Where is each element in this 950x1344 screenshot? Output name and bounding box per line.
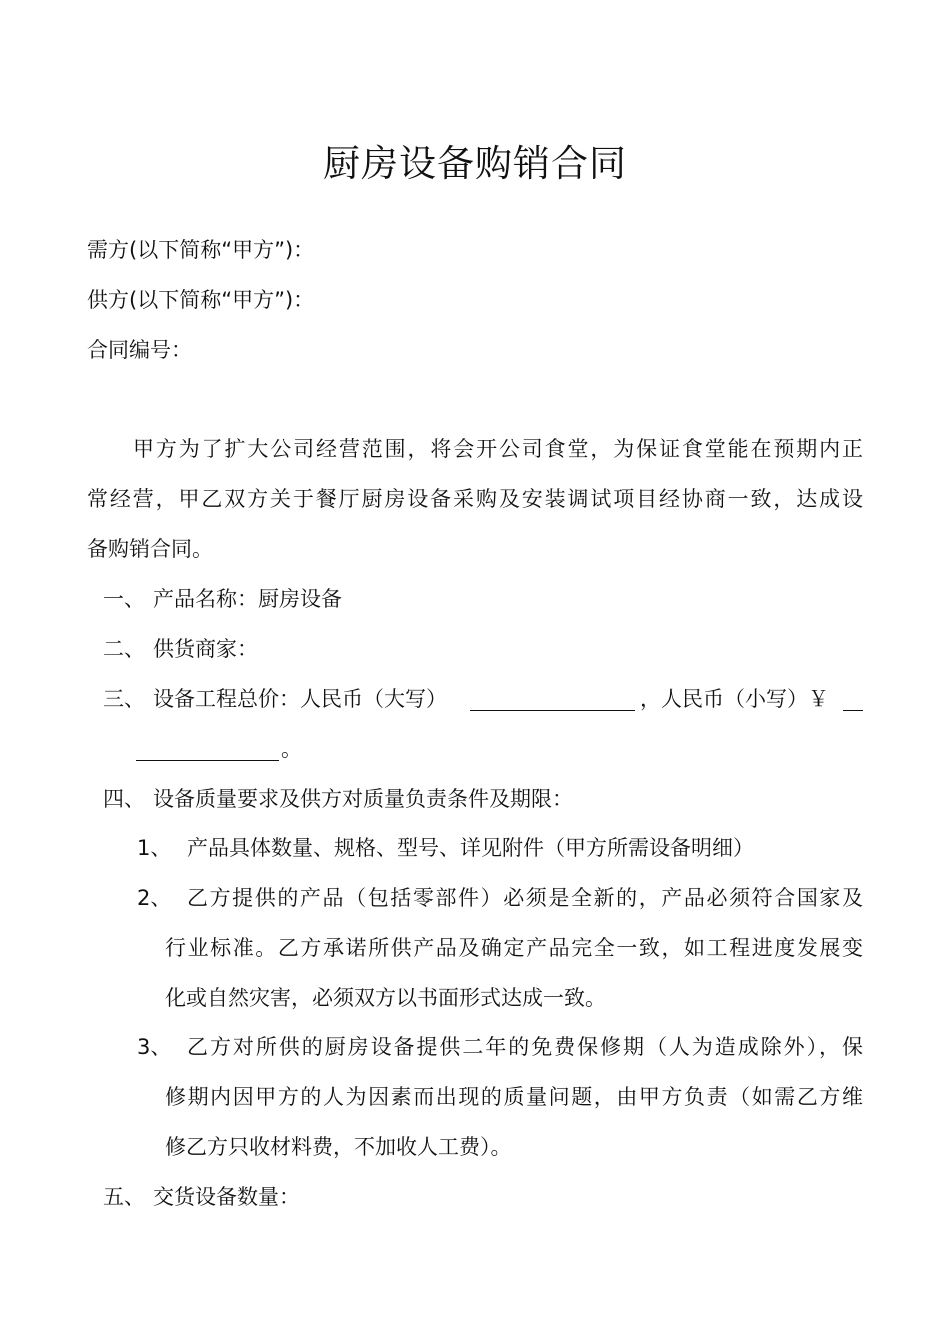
buyer-field: 需方(以下简称“甲方”)： <box>87 238 315 262</box>
amount-lowercase-blank-end <box>136 740 279 761</box>
item-3-number: 3、 <box>137 1035 172 1059</box>
amount-uppercase-blank <box>470 690 635 711</box>
amount-lowercase-blank-start <box>843 690 863 711</box>
item-2-line-1: 乙方提供的产品（包括零部件）必须是全新的，产品必须符合国家及 <box>187 886 863 910</box>
section-4-number: 四、 <box>103 787 145 811</box>
section-3-text-b: ，人民币（小写）￥ <box>640 687 829 711</box>
section-4-text: 设备质量要求及供方对质量负责条件及期限： <box>153 787 573 811</box>
item-3-line-2: 修期内因甲方的人为因素而出现的质量问题，由甲方负责（如需乙方维 <box>165 1085 863 1109</box>
section-2-text: 供货商家： <box>153 637 258 661</box>
intro-line-1: 甲方为了扩大公司经营范围，将会开公司食堂，为保证食堂能在预期内正 <box>133 437 863 461</box>
intro-line-2: 常经营，甲乙双方关于餐厅厨房设备采购及安装调试项目经协商一致，达成设 <box>87 487 863 511</box>
section-5-number: 五、 <box>103 1185 145 1209</box>
item-2-line-3: 化或自然灾害，必须双方以书面形式达成一致。 <box>165 986 606 1010</box>
item-1-line-1: 产品具体数量、规格、型号、详见附件（甲方所需设备明细） <box>187 836 754 860</box>
section-5-text: 交货设备数量： <box>153 1185 300 1209</box>
section-2-number: 二、 <box>103 637 145 661</box>
item-1-number: 1、 <box>137 836 172 860</box>
item-3-line-1: 乙方对所供的厨房设备提供二年的免费保修期（人为造成除外），保 <box>187 1035 863 1059</box>
contract-number-field: 合同编号： <box>87 338 192 362</box>
item-2-number: 2、 <box>137 886 172 910</box>
item-3-line-3: 修乙方只收材料费，不加收人工费）。 <box>165 1135 512 1159</box>
section-3-text-a: 设备工程总价：人民币（大写） <box>153 687 447 711</box>
intro-line-3: 备购销合同。 <box>87 537 213 561</box>
section-1-number: 一、 <box>103 587 145 611</box>
section-1-text: 产品名称：厨房设备 <box>153 587 342 611</box>
supplier-field: 供方(以下简称“甲方”)： <box>87 288 315 312</box>
document-title: 厨房设备购销合同 <box>323 142 627 185</box>
section-3-end: 。 <box>281 737 302 761</box>
section-3-number: 三、 <box>103 687 145 711</box>
item-2-line-2: 行业标准。乙方承诺所供产品及确定产品完全一致，如工程进度发展变 <box>165 936 863 960</box>
